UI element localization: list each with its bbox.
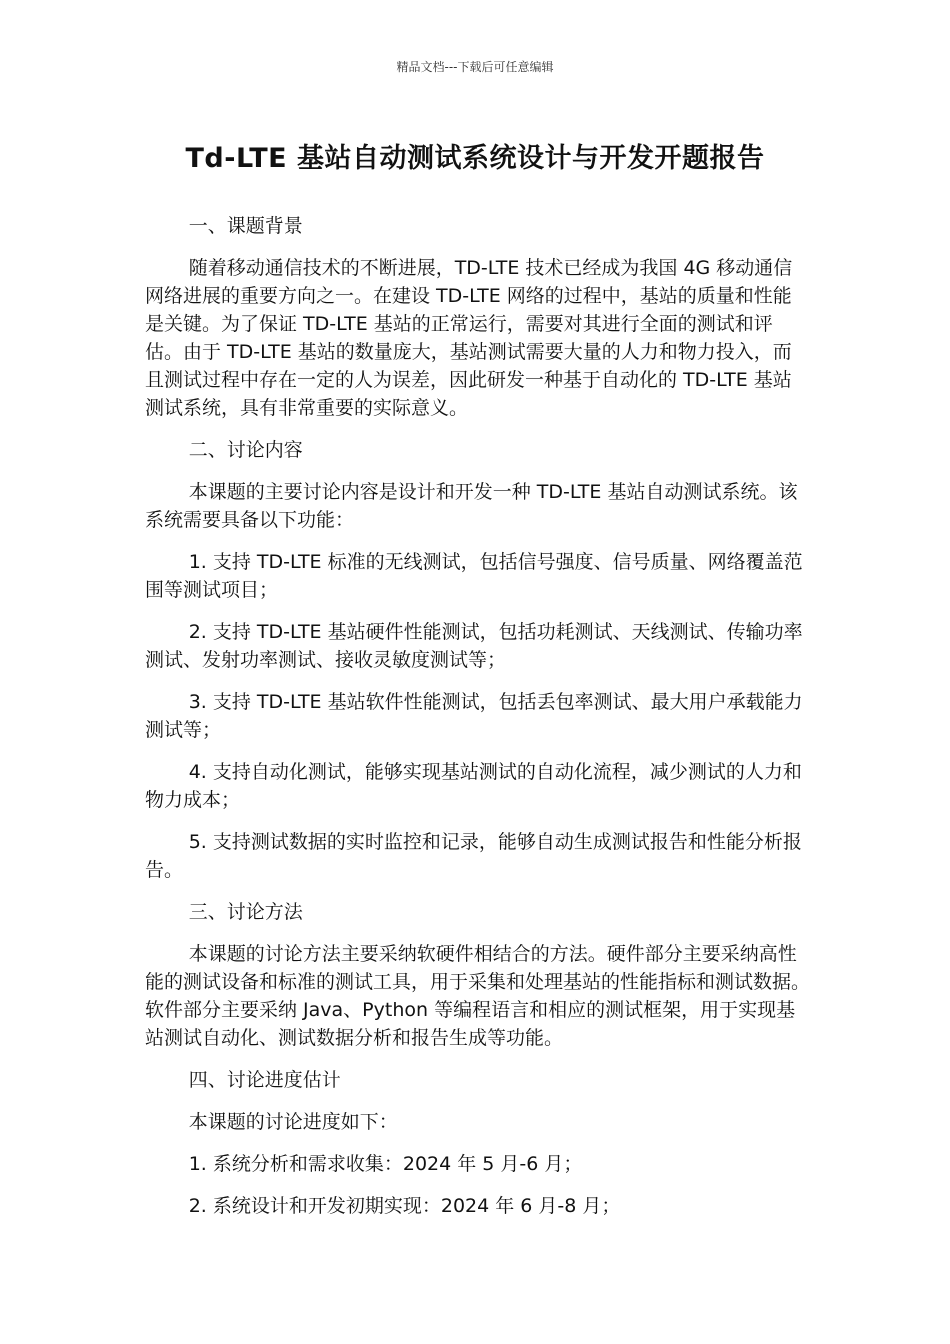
section-heading-background: 一、课题背景 [188, 215, 303, 237]
section-heading-content: 二、讨论内容 [188, 439, 303, 461]
list-item: 5. 支持测试数据的实时监控和记录，能够自动生成测试报告和性能分析报告。 [145, 831, 802, 881]
document-body [145, 212, 810, 1234]
list-item: 1. 系统分析和需求收集：2024 年 5 月-6 月； [188, 1153, 583, 1175]
section-heading-method: 三、讨论方法 [188, 901, 303, 923]
paragraph-method: 本课题的讨论方法主要采纳软硬件相结合的方法。硬件部分主要采纳高性能的测试设备和标准的测试工具，用于采集和处理基站的性能指标和测试数据。软件部分主要采纳 Java、Python 等编程语言和相应的测试框架，用于实现基站测试自动化、测试数据分析和报告生成等功能。 [145, 943, 811, 1049]
page-title: Td-LTE 基站自动测试系统设计与开发开题报告 [185, 143, 765, 174]
paragraph-content-intro: 本课题的主要讨论内容是设计和开发一种 TD-LTE 基站自动测试系统。该系统需要具备以下功能： [145, 481, 798, 531]
list-item: 4. 支持自动化测试，能够实现基站测试的自动化流程，减少测试的人力和物力成本； [145, 761, 802, 811]
list-item: 1. 支持 TD-LTE 标准的无线测试，包括信号强度、信号质量、网络覆盖范围等测试项目； [145, 551, 803, 601]
paragraph-schedule-intro: 本课题的讨论进度如下： [188, 1111, 398, 1133]
list-item: 2. 支持 TD-LTE 基站硬件性能测试，包括功耗测试、天线测试、传输功率测试、发射功率测试、接收灵敏度测试等； [145, 621, 803, 671]
section-heading-schedule: 四、讨论进度估计 [188, 1069, 341, 1091]
header-watermark: 精品文档---下载后可任意编辑 [396, 60, 554, 74]
paragraph-background: 随着移动通信技术的不断进展，TD-LTE 技术已经成为我国 4G 移动通信网络进展的重要方向之一。在建设 TD-LTE 网络的过程中，基站的质量和性能是关键。为了保证 TD-LTE 基站的正常运行，需要对其进行全面的测试和评估。由于 TD-LTE 基站的数量庞大，基站测试需要大量的人力和物力投入，而且测试过程中存在一定的人为误差，因此研发一种基于自动化的 TD-LTE 基站测试系统，具有非常重要的实际意义。 [145, 257, 793, 419]
list-item: 2. 系统设计和开发初期实现：2024 年 6 月-8 月； [188, 1195, 621, 1217]
list-item: 3. 支持 TD-LTE 基站软件性能测试，包括丢包率测试、最大用户承载能力测试等； [145, 691, 803, 741]
